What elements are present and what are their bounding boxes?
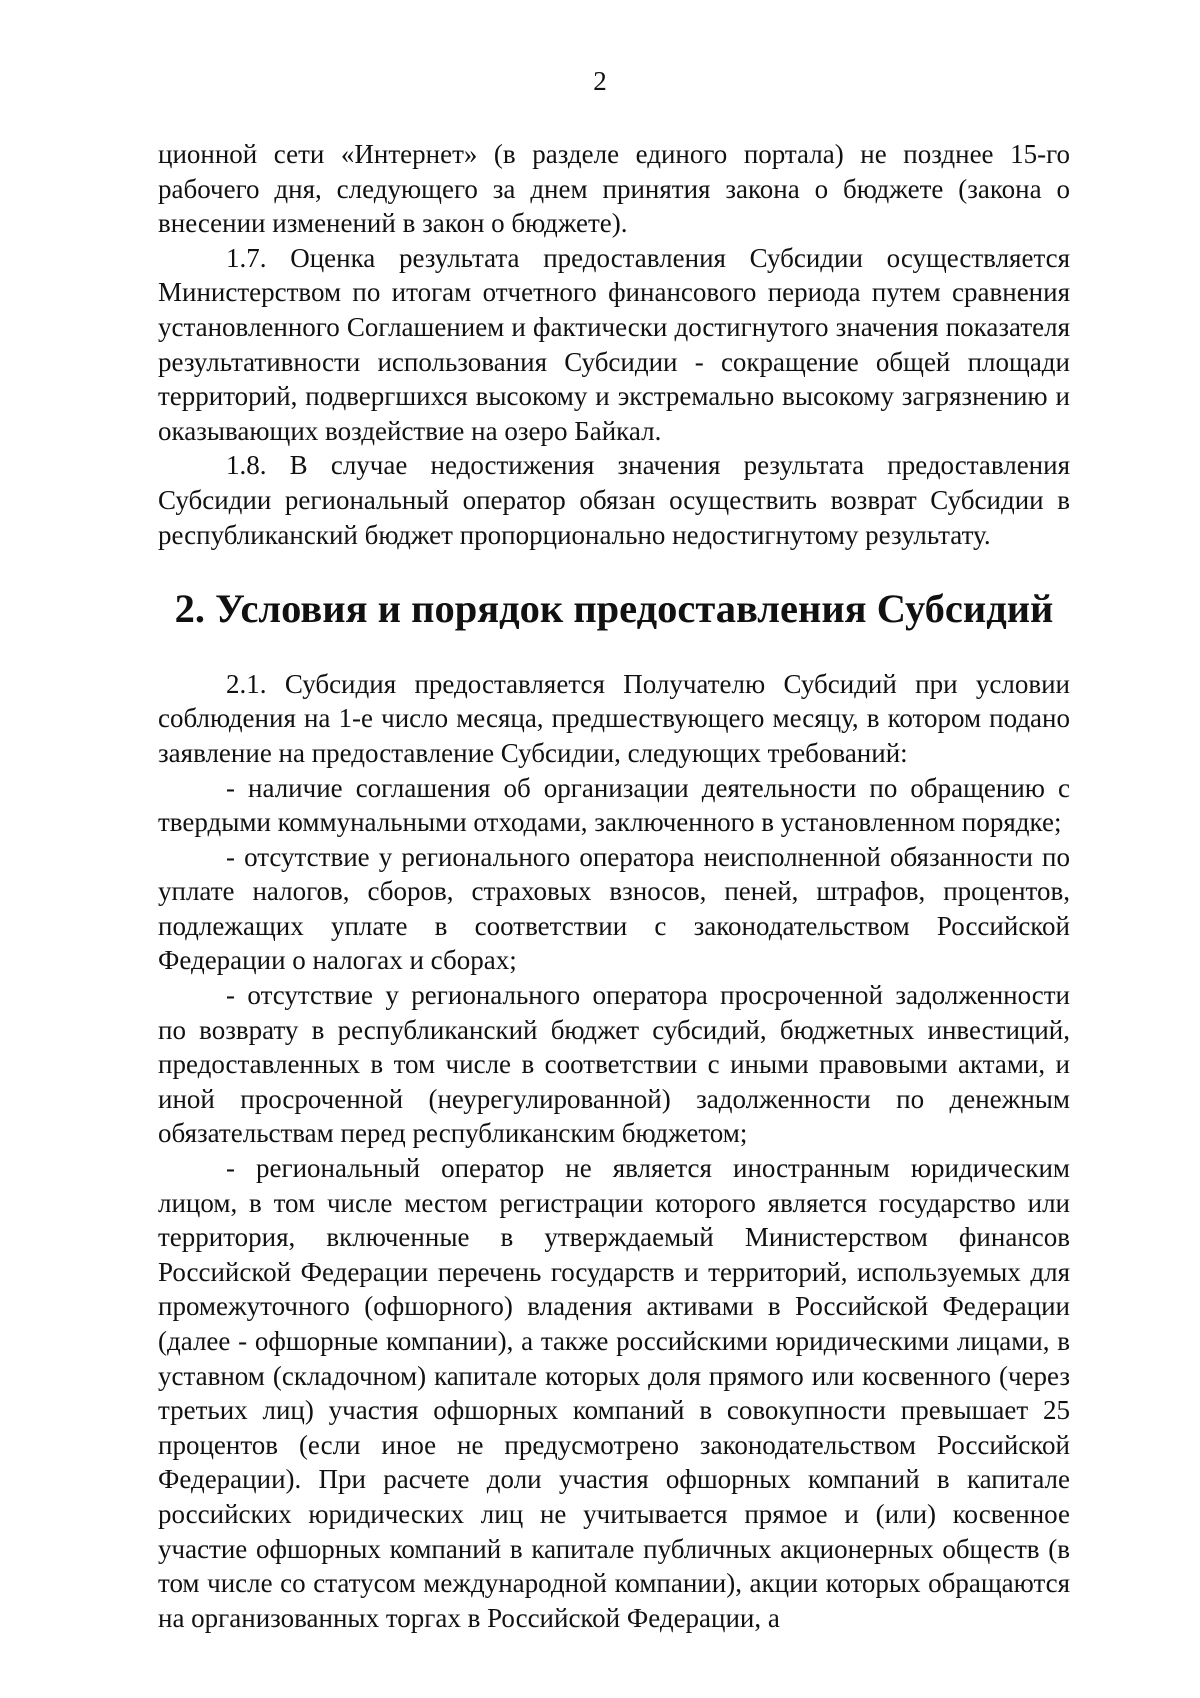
paragraph-1-7: 1.7. Оценка результата предоставления Субсидии осуществляется Министерством по итогам отчетного финансового периода путем сравнения установленного Соглашением и фактически достигнутого значения показателя результативности использования Субсидии - сокращение общей площади территорий, подвергшихся высокому и экстремально высокому загрязнению и оказывающих воздействие на озеро Байкал. — [158, 242, 1070, 446]
paragraph-continuation: ционной сети «Интернет» (в разделе единого портала) не позднее 15-го рабочего дня, следующего за днем принятия закона о бюджете (закона о внесении изменений в закон о бюджете). — [158, 139, 1070, 239]
requirement-item: - отсутствие у регионального оператора просроченной задолженности по возврату в республиканский бюджет субсидий, бюджетных инвестиций, предоставленных в том числе в соответствии с иными правовыми актами, и иной просроченной (неурегулированной) задолженности по денежным обязательствам перед республиканским бюджетом; — [158, 980, 1070, 1149]
document-body — [158, 137, 1070, 1635]
paragraph-2-1: 2.1. Субсидия предоставляется Получателю Субсидий при условии соблюдения на 1-е число месяца, предшествующего месяцу, в котором подано заявление на предоставление Субсидии, следующих требований: — [158, 668, 1070, 768]
page-number: 2 — [593, 66, 607, 96]
requirement-item: - отсутствие у регионального оператора неисполненной обязанности по уплате налогов, сборов, страховых взносов, пеней, штрафов, процентов, подлежащих уплате в соответствии с законодательством Российской Федерации о налогах и сборах; — [158, 841, 1070, 976]
paragraph-1-8: 1.8. В случае недостижения значения результата предоставления Субсидии региональный оператор обязан осуществить возврат Субсидии в республиканский бюджет пропорционально недостигнутому результату. — [158, 450, 1070, 550]
requirement-item: - региональный оператор не является иностранным юридическим лицом, в том числе местом регистрации которого является государство или территория, включенные в утверждаемый Министерством финансов Российской Федерации перечень государств и территорий, используемых для промежуточного (офшорного) владения активами в Российской Федерации (далее - офшорные компании), а также российскими юридическими лицами, в уставном (складочном) капитале которых доля прямого или косвенного (через третьих лиц) участия офшорных компаний в совокупности превышает 25 процентов (если иное не предусмотрено законодательством Российской Федерации). При расчете доли участия офшорных компаний в капитале российских юридических лиц не учитывается прямое и (или) косвенное участие офшорных компаний в капитале публичных акционерных обществ (в том числе со статусом международной компании), акции которых обращаются на организованных торгах в Российской Федерации, а — [158, 1153, 1070, 1633]
section-heading: 2. Условия и порядок предоставления Субсидий — [174, 586, 1054, 632]
requirement-item: - наличие соглашения об организации деятельности по обращению с твердыми коммунальными отходами, заключенного в установленном порядке; — [158, 772, 1070, 838]
